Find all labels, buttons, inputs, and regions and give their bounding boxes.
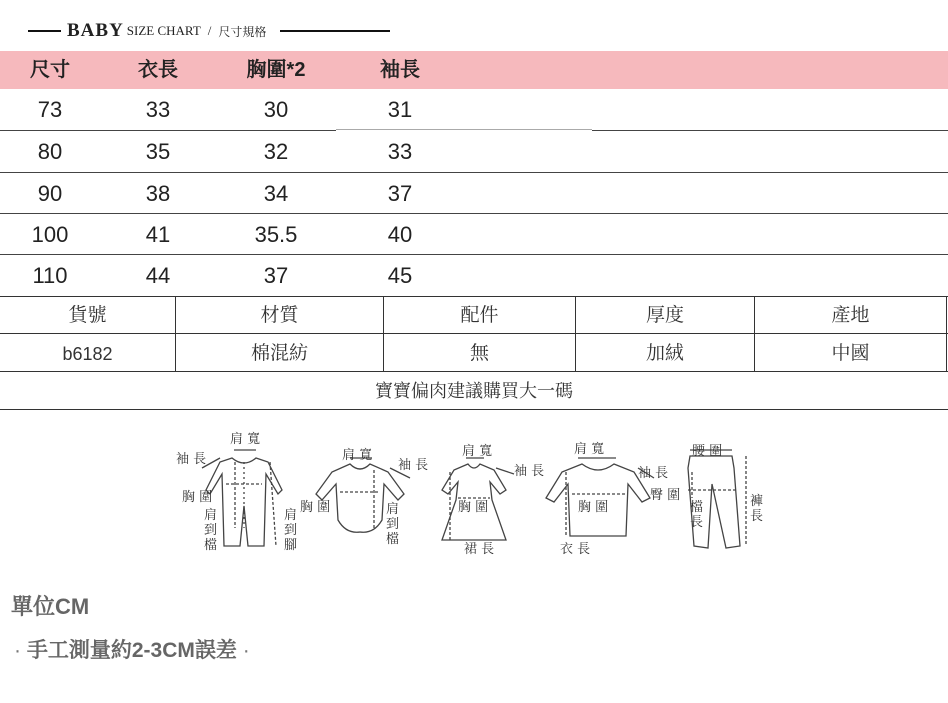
info-header-material: 材質 bbox=[260, 305, 299, 326]
table-row bbox=[0, 255, 948, 296]
column-header-size: 尺寸 bbox=[30, 59, 70, 81]
info-value-material: 棉混紡 bbox=[250, 343, 308, 364]
size-chart-subtitle: SIZE CHART bbox=[126, 23, 201, 38]
cell-length: 38 bbox=[145, 181, 171, 206]
info-header-thickness: 厚度 bbox=[645, 305, 684, 326]
column-header-sleeve: 袖長 bbox=[380, 59, 420, 81]
label-romper-sleeve: 袖 長 bbox=[176, 452, 207, 467]
label-dress-shoulder: 肩 寬 bbox=[462, 444, 493, 459]
cell-sleeve: 37 bbox=[387, 181, 413, 206]
label-romper-shoulder: 肩 寬 bbox=[230, 432, 261, 447]
label-pants-length: 褲長 bbox=[750, 494, 764, 524]
measurement-error-note bbox=[14, 634, 250, 664]
info-col-divider bbox=[946, 296, 947, 372]
column-header-chest: 胸圍*2 bbox=[246, 59, 306, 81]
info-value-accessory: 無 bbox=[469, 343, 489, 364]
product-info-table bbox=[0, 296, 948, 372]
column-header-length: 衣長 bbox=[138, 59, 178, 81]
info-value-origin: 中國 bbox=[831, 343, 870, 364]
table-row bbox=[0, 214, 948, 255]
error-note-text: 手工測量約2-3CM誤差 bbox=[26, 639, 237, 662]
bullet-dot-left: · bbox=[14, 639, 21, 662]
cell-sleeve: 40 bbox=[387, 222, 413, 247]
label-bodysuit-sleeve: 袖 長 bbox=[398, 458, 429, 473]
cell-chest: 32 bbox=[263, 139, 289, 164]
cell-size: 100 bbox=[31, 222, 69, 247]
label-bodysuit-shoulder-crotch: 肩到檔 bbox=[386, 502, 400, 547]
cell-length: 44 bbox=[145, 263, 171, 288]
label-top-shoulder: 肩 寬 bbox=[574, 442, 605, 457]
cell-sleeve: 31 bbox=[387, 97, 413, 122]
cell-size: 80 bbox=[37, 139, 63, 164]
label-top-sleeve: 袖 長 bbox=[638, 466, 669, 481]
size-chart-subtitle-cn: 尺寸規格 bbox=[218, 24, 267, 39]
table-row bbox=[0, 131, 948, 172]
brand-title: BABY bbox=[67, 20, 124, 41]
row-divider bbox=[336, 129, 592, 130]
cell-chest: 30 bbox=[263, 97, 289, 122]
label-romper-shoulder-crotch: 肩到檔 bbox=[204, 508, 218, 553]
cell-length: 41 bbox=[145, 222, 171, 247]
unit-label: 單位CM bbox=[11, 594, 90, 619]
cell-chest: 37 bbox=[263, 263, 289, 288]
cell-size: 90 bbox=[37, 181, 63, 206]
label-pants-crotch: 檔長 bbox=[690, 500, 704, 530]
label-dress-skirt: 裙 長 bbox=[464, 542, 495, 557]
chart-header bbox=[28, 20, 390, 42]
cell-length: 33 bbox=[145, 97, 171, 122]
label-pants-waist: 腰 圍 bbox=[692, 444, 723, 459]
info-header-accessory: 配件 bbox=[460, 305, 499, 326]
info-header-origin: 產地 bbox=[831, 305, 870, 326]
measurement-diagram bbox=[160, 428, 780, 568]
subtitle-separator: / bbox=[207, 23, 212, 38]
label-dress-chest: 胸 圍 bbox=[458, 500, 489, 515]
cell-length: 35 bbox=[145, 139, 171, 164]
info-header-sku: 貨號 bbox=[68, 305, 107, 326]
cell-sleeve: 45 bbox=[387, 263, 413, 288]
sizing-advice: 寶寶偏肉建議購買大一碼 bbox=[375, 381, 573, 401]
info-value-sku: b6182 bbox=[62, 344, 113, 364]
label-pants-hip: 臀 圍 bbox=[650, 488, 681, 503]
table-row bbox=[0, 173, 948, 214]
label-bodysuit-shoulder: 肩 寬 bbox=[342, 448, 373, 463]
table-row bbox=[0, 89, 948, 130]
cell-size: 73 bbox=[37, 97, 63, 122]
note-bottom-border bbox=[0, 409, 948, 410]
label-romper-chest: 胸 圍 bbox=[182, 490, 213, 505]
label-top-chest: 胸 圍 bbox=[578, 500, 609, 515]
cell-sleeve: 33 bbox=[387, 139, 413, 164]
cell-size: 110 bbox=[32, 263, 68, 288]
cell-chest: 35.5 bbox=[254, 222, 298, 247]
label-bodysuit-chest: 胸 圍 bbox=[300, 500, 331, 515]
header-rule-right bbox=[280, 30, 390, 32]
info-value-thickness: 加絨 bbox=[645, 343, 684, 364]
bullet-dot-right: · bbox=[242, 639, 250, 662]
cell-chest: 34 bbox=[263, 181, 289, 206]
label-dress-sleeve: 袖 長 bbox=[514, 464, 545, 479]
label-romper-shoulder-foot: 肩到腳 bbox=[284, 508, 298, 553]
header-rule-left bbox=[28, 30, 61, 32]
label-top-length: 衣 長 bbox=[560, 542, 591, 557]
